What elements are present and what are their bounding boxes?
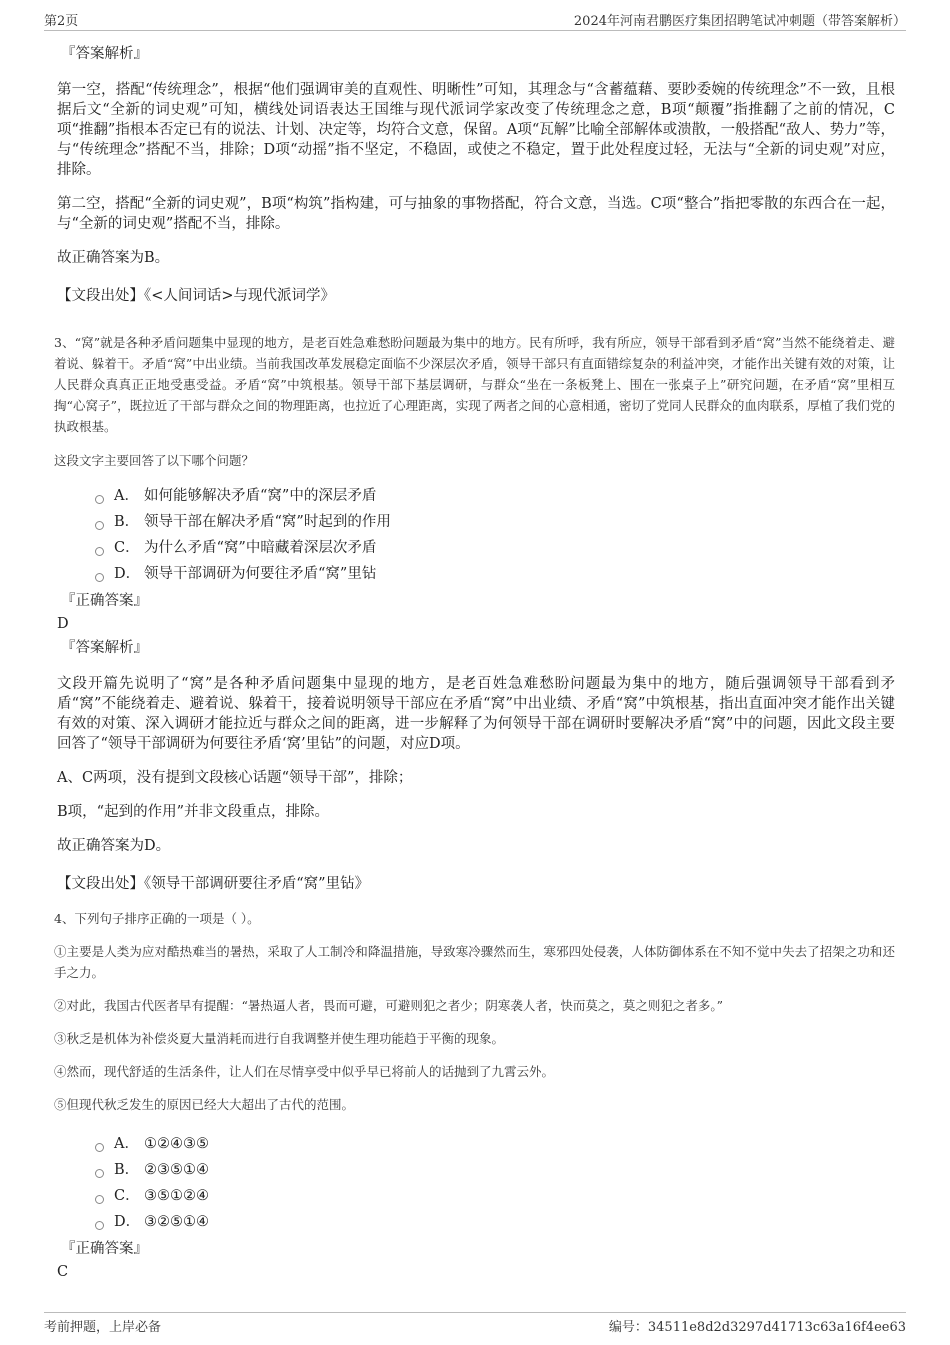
- radio-icon[interactable]: [95, 1221, 104, 1230]
- option-a[interactable]: A． ①②④③⑤: [95, 1131, 895, 1157]
- sentence-item: ⑤但现代秋乏发生的原因已经大大超出了古代的范围。: [54, 1097, 355, 1112]
- sentence-item: ①主要是人类为应对酷热难当的暑热，采取了人工制冷和降温措施，导致寒冷骤然而生，寒邪四处侵袭，人体防御体系在不知不觉中失去了招架之功和还手之力。: [54, 944, 895, 980]
- analysis-paragraph: 第二空，搭配“全新的词史观”，B项“构筑”指构建，可与抽象的事物搭配，符合文意，当选。C项“整合”指把零散的东西合在一起，与“全新的词史观”搭配不当，排除。: [57, 196, 895, 232]
- correct-answer: D: [57, 616, 69, 632]
- document-serial: 编号：34511e8d2d3297d41713c63a16f4ee63: [608, 1320, 906, 1335]
- question-stem: 3、“窝”就是各种矛盾问题集中显现的地方，是老百姓急难愁盼问题最为集中的地方。民有所呼，我有所应，领导干部看到矛盾“窝”当然不能绕着走、避着说、躲着干。矛盾“窝”中出业绩。当前我国改革发展稳定面临不少深层次矛盾，领导干部只有直面错综复杂的利益冲突，才能作出关键有效的对策，让人民群众真真正正地受惠受益。矛盾“窝”中筑根基。领导干部下基层调研，与群众“坐在一条板凳上、围在一张桌子上”研究问题，在矛盾“窝”里相互掏“心窝子”，既拉近了干部与群众之间的物理距离，也拉近了心理距离，实现了两者之间的心意相通，密切了党同人民群众的血肉联系，厚植了我们党的执政根基。: [54, 335, 895, 434]
- option-list: [95, 1131, 895, 1235]
- passage-source: 【文段出处】《领导干部调研要往矛盾“窝”里钻》: [57, 876, 370, 892]
- option-a[interactable]: A． 如何能够解决矛盾“窝”中的深层矛盾: [95, 483, 895, 509]
- analysis-tag: 『答案解析』: [61, 640, 148, 656]
- footer-slogan: 考前押题，上岸必备: [44, 1320, 162, 1335]
- radio-icon[interactable]: [95, 547, 104, 556]
- radio-icon[interactable]: [95, 1143, 104, 1152]
- analysis-paragraph: A、C两项，没有提到文段核心话题“领导干部”，排除；: [57, 770, 413, 786]
- option-b[interactable]: B． ②③⑤①④: [95, 1157, 895, 1183]
- option-d[interactable]: D． ③②⑤①④: [95, 1209, 895, 1235]
- analysis-paragraph: 故正确答案为B。: [57, 250, 170, 266]
- option-c[interactable]: C． ③⑤①②④: [95, 1183, 895, 1209]
- question-prompt: 这段文字主要回答了以下哪个问题？: [54, 453, 255, 468]
- radio-icon[interactable]: [95, 1195, 104, 1204]
- analysis-paragraph: 文段开篇先说明了“窝”是各种矛盾问题集中显现的地方，是老百姓急难愁盼问题最为集中的地方，随后强调领导干部看到矛盾“窝”不能绕着走、避着说、躲着干，接着说明领导干部应在矛盾“窝”中出业绩、矛盾“窝”中筑根基，指出直面冲突才能作出关键有效的对策、深入调研才能拉近与群众之间的距离，进一步解释了为何领导干部在调研时要解决矛盾“窝”中的问题，因此文段主要回答了“领导干部调研为何要往矛盾‘窝’里钻”的问题，对应D项。: [57, 676, 895, 752]
- option-list: [95, 483, 895, 587]
- radio-icon[interactable]: [95, 495, 104, 504]
- analysis-paragraph: 第一空，搭配“传统理念”，根据“他们强调审美的直观性、明晰性”可知，其理念与“含蓄蕴藉、要眇委婉的传统理念”不一致，且根据后文“全新的词史观”可知，横线处词语表达王国维与现代派词学家改变了传统理念之意，B项“颠覆”指推翻了之前的情况，C项“推翻”指根本否定已有的说法、计划、决定等，均符合文意，保留。A项“瓦解”比喻全部解体或溃散，一般搭配“敌人、势力”等，与“传统理念”搭配不当，排除；D项“动摇”指不坚定，不稳固，或使之不稳定，置于此处程度过轻，无法与“全新的词史观”对应，排除。: [57, 82, 895, 178]
- correct-answer-tag: 『正确答案』: [61, 1241, 148, 1257]
- document-title: 2024年河南君鹏医疗集团招聘笔试冲刺题（带答案解析）: [573, 14, 906, 29]
- analysis-tag: 『答案解析』: [61, 46, 148, 62]
- radio-icon[interactable]: [95, 521, 104, 530]
- question-stem: 4、下列句子排序正确的一项是（ ）。: [54, 911, 260, 926]
- analysis-paragraph: 故正确答案为D。: [57, 838, 171, 854]
- correct-answer: C: [57, 1264, 69, 1280]
- passage-source: 【文段出处】《<人间词话>与现代派词学》: [57, 288, 336, 304]
- option-b[interactable]: B． 领导干部在解决矛盾“窝”时起到的作用: [95, 509, 895, 535]
- correct-answer-tag: 『正确答案』: [61, 593, 148, 609]
- radio-icon[interactable]: [95, 573, 104, 582]
- page-content: [54, 44, 895, 1282]
- radio-icon[interactable]: [95, 1169, 104, 1178]
- option-c[interactable]: C． 为什么矛盾“窝”中暗藏着深层次矛盾: [95, 535, 895, 561]
- page-header: [44, 8, 906, 31]
- page-footer: [44, 1312, 906, 1337]
- page-number: 第2页: [44, 14, 79, 29]
- analysis-paragraph: B项，“起到的作用”并非文段重点，排除。: [57, 804, 329, 820]
- sentence-item: ④然而，现代舒适的生活条件，让人们在尽情享受中似乎早已将前人的话抛到了九霄云外。: [54, 1064, 555, 1079]
- option-d[interactable]: D． 领导干部调研为何要往矛盾“窝”里钻: [95, 561, 895, 587]
- sentence-item: ③秋乏是机体为补偿炎夏大量消耗而进行自我调整并使生理功能趋于平衡的现象。: [54, 1031, 505, 1046]
- sentence-item: ②对此，我国古代医者早有提醒：“暑热逼人者，畏而可避，可避则犯之者少；阴寒袭人者，快而莫之，莫之则犯之者多。”: [54, 998, 724, 1013]
